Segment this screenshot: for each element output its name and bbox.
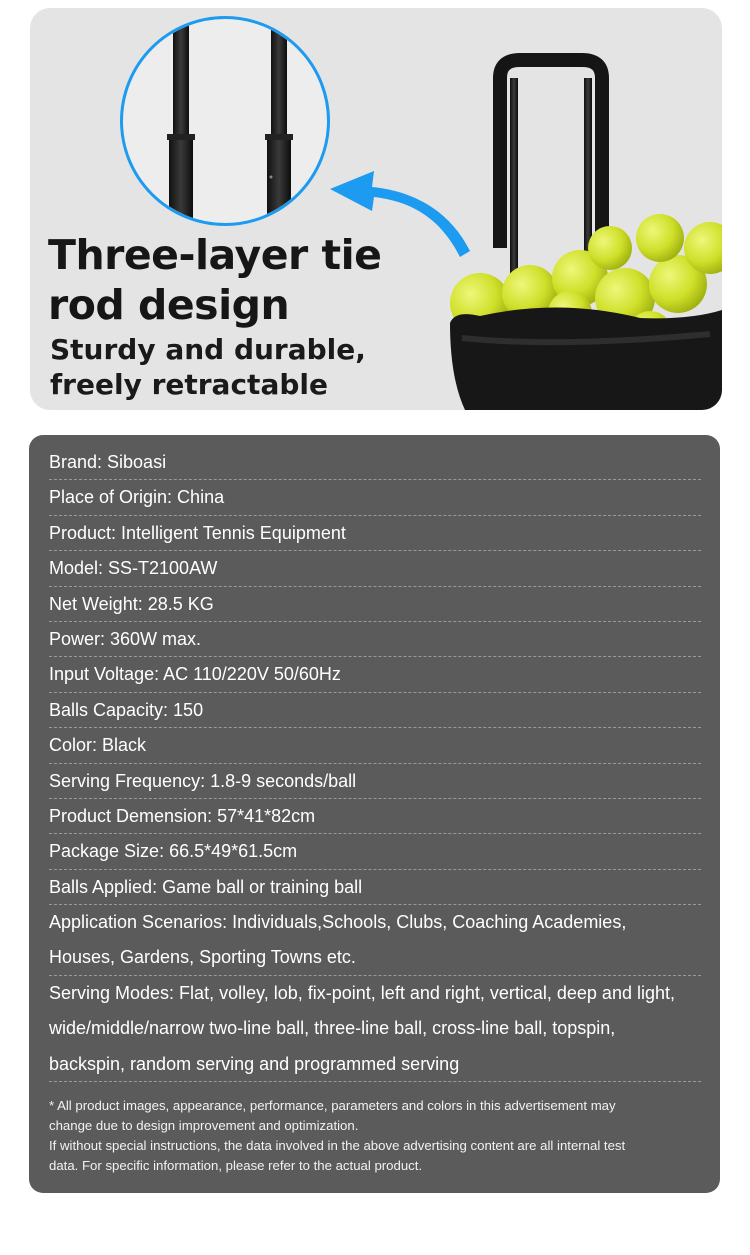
spec-origin: Place of Origin: China [49,480,701,515]
spec-balls-applied: Balls Applied: Game ball or training ball [49,870,701,905]
spec-modes-line-3: backspin, random serving and programmed serving [49,1047,701,1082]
disclaimer-line-3: If without special instructions, the data involved in the above advertising content are all internal test [49,1138,626,1153]
headline [48,230,381,330]
spec-brand: Brand: Siboasi [49,445,701,480]
spec-package-size: Package Size: 66.5*49*61.5cm [49,834,701,869]
spec-scenarios-line-1: Application Scenarios: Individuals,Schools, Clubs, Coaching Academies, [49,912,627,933]
headline-line-2: rod design [48,281,290,329]
spec-modes-line-1: Serving Modes: Flat, volley, lob, fix-point, left and right, vertical, deep and light, [49,982,675,1003]
tie-rod-closeup [120,16,330,226]
subheadline [50,332,366,402]
disclaimer-line-1: * All product images, appearance, performance, parameters and colors in this advertisement may [49,1098,616,1113]
disclaimer [49,1096,701,1176]
subheadline-line-1: Sturdy and durable, [50,333,366,366]
hero-banner [30,8,722,410]
spec-list [49,445,701,1082]
headline-line-1: Three-layer tie [48,231,382,279]
spec-product: Product: Intelligent Tennis Equipment [49,516,701,551]
spec-color: Color: Black [49,728,701,763]
spec-product-dimension: Product Demension: 57*41*82cm [49,799,701,834]
spec-net-weight: Net Weight: 28.5 KG [49,587,701,622]
subheadline-line-2: freely retractable [50,368,328,401]
spec-scenarios-line-2: Houses, Gardens, Sporting Towns etc. [49,940,701,975]
disclaimer-line-2: change due to design improvement and optimization. [49,1118,359,1133]
spec-power: Power: 360W max. [49,622,701,657]
spec-modes-line-2: wide/middle/narrow two-line ball, three-line ball, cross-line ball, topspin, [49,1018,616,1039]
ball-machine-image [410,48,722,410]
disclaimer-line-4: data. For specific information, please refer to the actual product. [49,1158,423,1173]
spec-model: Model: SS-T2100AW [49,551,701,586]
spec-balls-capacity: Balls Capacity: 150 [49,693,701,728]
spec-serving-frequency: Serving Frequency: 1.8-9 seconds/ball [49,764,701,799]
spec-input-voltage: Input Voltage: AC 110/220V 50/60Hz [49,657,701,692]
spec-panel [29,435,720,1193]
